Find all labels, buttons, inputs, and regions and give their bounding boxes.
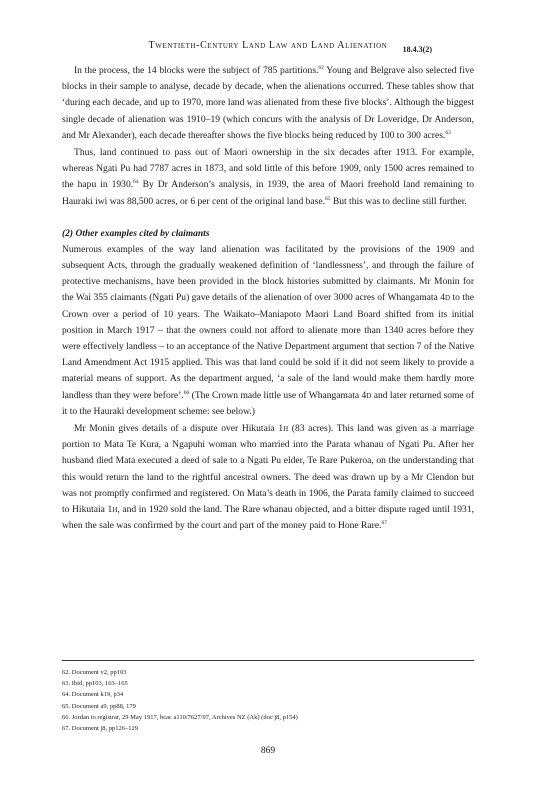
section-number: 18.4.3(2): [402, 45, 432, 54]
paragraph-3: Numerous examples of the way land alienation was facilitated by the provisions of the 1909 and subsequent Acts, through the gradually weakened definition of ‘landlessness’, and through the failure of protective mechanisms, have been provided in the block histories submitted by claimants. Mr Monin for the Wai 355 claimants (Ngati Pu) gave details of the alienation of over 3000 acres of Whangamata 4d to the Crown over a period of 10 years. The Waikato–Maniapoto Maori Land Board shifted from its initial position in March 1917 – that the owners could not afford to alienate more than 1340 acres before they were effectively landless – to an acceptance of the Native Department argument that section 7 of the Native Land Amendment Act 1915 applied. This was that land could be sold if it did not seem likely to provide a material means of support. As the department argued, ‘a sale of the land would make them hardly more landless than they were before’.$^{66}$ (The Crown made little use of Whangamata 4d and later returned some of it to the Hauraki development scheme: see below.): [62, 243, 474, 417]
footnote-item: 66. Jordan to registrar, 29 May 1917, bcac a110/7627/97, Archives NZ (Ak) (doc j8, p154): [62, 713, 298, 721]
footnote-item: 67. Document j8, pp126–129: [62, 725, 139, 733]
footnote-ref-64[interactable]: 64: [133, 179, 139, 186]
paragraph-4: Mr Monin gives details of a dispute over Hikutaia 1h (83 acres). This land was given as a marriage portion to Mata Te Kura, a Ngapuhi woman who married into the Parata whanau of Ngati Pu. After her husband died Mata executed a deed of sale to a Ngati Pu elder, Te Rare Pukeroa, on the understanding that this would return the land to the rightful ancestral owners. The deed was drawn up by a Mr Clendon but was not promptly confirmed and registered. On Mata’s death in 1906, the Parata family claimed to succeed to Hikutaia 1h, and in 1920 sold the land. The Rare whanau objected, and a bitter dispute raged until 1931, when the sale was confirmed by the court and part of the money paid to Hone Rare.$^{67}$: [62, 423, 474, 532]
paragraph-1: In the process, the 14 blocks were the subject of 785 partitions.$^{62}$ Young and Belgrave also selected five blocks in their sample to analyse, decade by decade, when the alienations occurred. These tables show that ‘during each decade, and up to 1970, more land was alienated from these five blocks’. Although the biggest single decade of alienation was 1910–19 (which concurs with the analysis of Dr Loveridge, Dr Anderson, and Mr Alexander), each decade thereafter shows the five blocks being reduced by 100 to 300 acres.$^{63}$: [62, 64, 474, 141]
footnote-ref-63[interactable]: 63: [445, 129, 451, 136]
body-text: [62, 63, 474, 534]
footnote-item: 62. Document v2, pp103: [62, 669, 127, 676]
footnote-ref-65[interactable]: 65: [324, 195, 331, 202]
footnote-item: 64. Document k19, p34: [62, 691, 124, 699]
footnote-item: 65. Document a9, pp88, 179: [62, 702, 136, 710]
footnote-item: 63. Ibid, pp103, 163–165: [62, 680, 128, 688]
footnotes-list: [62, 667, 474, 734]
footnote-ref-62[interactable]: 62: [318, 64, 324, 71]
footnote-ref-66[interactable]: 66: [183, 389, 190, 396]
page-number: 869: [260, 746, 276, 756]
footnote-ref-67[interactable]: 67: [381, 520, 387, 527]
footnote-divider: [62, 660, 474, 661]
running-header: Twentieth-Century Land Law and Land Alienation: [148, 40, 388, 51]
section-subheading: (2) Other examples cited by claimants: [62, 228, 210, 239]
paragraph-2: Thus, land continued to pass out of Maori ownership in the six decades after 1913. For example, whereas Ngati Pu had 7787 acres in 1873, and sold little of this before 1909, only 1500 acres remained to the hapu in 1930.64 By Dr Anderson’s analysis, in 1939, the area of Maori freehold land remaining to Hauraki iwi was 88,500 acres, or 6 per cent of the original land base.$^{65}$ But this was to decline still further.: [62, 147, 474, 207]
